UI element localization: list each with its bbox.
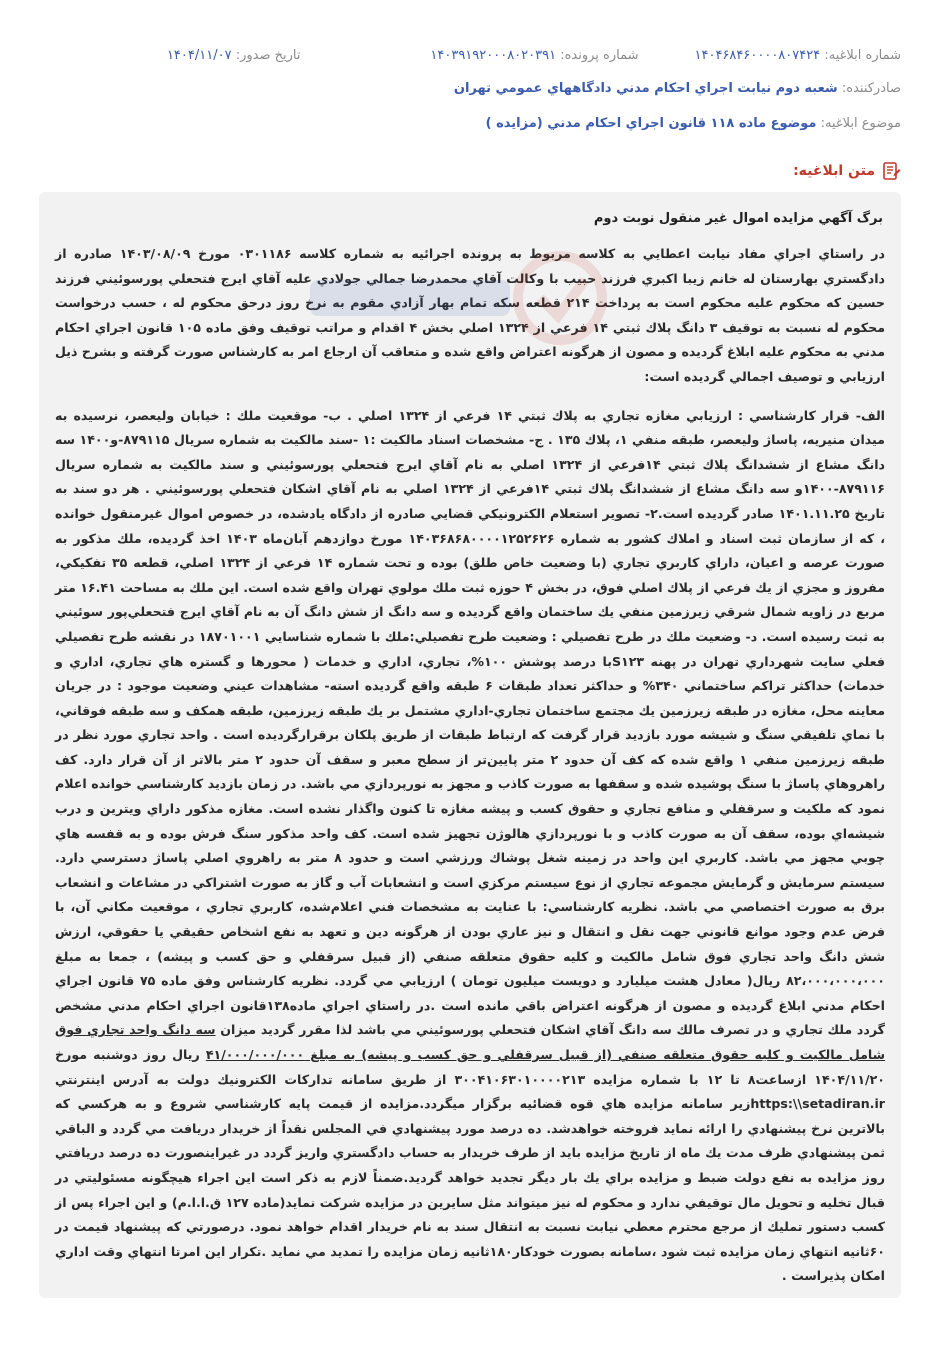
subject-label: موضوع ابلاغیه: [820,116,901,131]
ad-paragraph-intro: در راستاي اجراي مفاد نيابت اعطايي به كلاسه مربوط به پرونده اجرائيه به شماره كلاسه ۰۳۰۱۱۸۶ مورخ ۱۴۰۳/۰۸/۰۹ صادره از دادگستري بهارستان له خانم زيبا اكبري فرزند حبيب با وكالت آقاي محمدرضا جمالي جولادي عليه آقاي ايرج فتحعلي پورسوئيني فرزند حسين كه محكوم عليه محكوم است به پرداخت ۲۱۴ قطعه سكه تمام بهار آزادي مقوم به نرخ روز درحق محكوم له ، حسب درخواست محكوم له نسبت به توقيف ۳ دانگ پلاك ثبتي ۱۴ فرعي از ۱۳۲۴ اصلي بخش ۴ اقدام و مراتب توقيف وفق ماده ۱۰۵ قانون اجراي احكام مدني به محكوم عليه ابلاغ گرديده و مصون از هرگونه اعتراض واقع شده و متعاقب آن ارجاع امر به كارشناس صورت گرفته و بشرح ذيل ارزيابي و توصيف اجمالي گرديده است: [55,246,885,384]
notice-text-heading-label: متن ابلاغیه: [793,163,875,179]
ad-paragraph-details-underlined: سه دانگ واحد تجاري فوق شامل مالكيت و كليه حقوق متعلقه صنفي (از قبيل سرقفلي و حق كسب و پيشه) به مبلغ ۴۱/۰۰۰/۰۰۰/۰۰۰ [55,1022,885,1062]
notice-number-value: ۱۴۰۴۶۸۴۶۰۰۰۰۸۰۷۴۲۴ [694,48,821,63]
ad-paragraph-details-tail: ريال روز دوشنبه مورخ ۱۴۰۴/۱۱/۲۰ ازساعت۸ تا ۱۲ با شماره مزايده ۳۰۰۴۱۰۶۳۰۱۰۰۰۰۲۱۳ از طريق سامانه تداركات الكترونيك دولت به آدرس اينترنتي https:\\setadiran.irزير سامانه مزايده هاي قوه قضائيه برگزار ميگردد.مزايده از قيمت پايه كارشناسي شروع و به هركسي كه بالاترين نرخ پيشنهادي را ارائه نمايد فروخته خواهدشد. ده درصد مورد پيشنهادي في المجلس نقداً از خريدار دريافت مي گردد و الباقي ثمن پيشنهادي ظرف مدت يك ماه از تاريخ مزايده بايد از طرف خريدار به حساب دادگستري واريز گردد در غيراينصورت ده درصد دريافتي روز مزايده به نفع دولت ضبط و مزايده براي يك بار ديگر تجديد خواهد گرديد.ضمناً لازم به ذكر است اين اجراء هيچگونه مسئوليتي در قبال تخليه و تحويل مال توقيفي ندارد و محكوم له نيز ميتواند مثل سايرين در مزايده شركت نمايد(ماده ۱۲۷ ق.ا.ا.م) و اين اجراء پس از كسب دستور تمليك از مرجع محترم معطي نيابت نسبت به انتقال سند به نام خريدار اقدام خواهد نمود. درصورتي كه پيشنهاد قيمت در ۶۰ثانيه انتهاي زمان مزايده ثبت شود ،سامانه بصورت خودكار۱۸۰ثانيه زمان مزايده را تمديد مي نمايد .تكرار اين امرتا انتهاي وقت اداري امكان پذيراست . [55,1047,885,1284]
notice-meta-row [38,47,901,65]
ad-title: برگ آگهي مزايده اموال غير منقول نوبت دوم [593,211,883,226]
issue-date-value: ۱۴۰۴/۱۱/۰۷ [166,48,232,63]
notice-text-heading [793,161,901,181]
subject-row [38,115,901,133]
case-number [301,47,639,65]
notice-number-label: شماره ابلاغیه: [824,48,901,63]
issue-date [63,47,301,65]
issuer-value: شعبه دوم نيابت اجراي احكام مدني دادگاههاي عمومي تهران [453,81,838,96]
ad-paragraph-details-main: الف- قرار كارشناسي : ارزيابي مغازه تجاري به پلاك ثبتي ۱۴ فرعي از ۱۳۲۴ اصلي . ب- موقعيت ملك : خيابان وليعصر، نرسيده به ميدان منيريه، پاساژ وليعصر، طبقه منفي ۱، پلاك ۱۳۵ . ج- مشخصات اسناد مالكيت :۱ -سند مالكيت به شماره سريال ۸۷۹۱۱۵-و۱۴۰۰ سه دانگ مشاع از ششدانگ پلاك ثبتي ۱۴فرعي از ۱۳۲۴ اصلي به نام آقاي ايرج فتحعلي پورسوئيني و سند مالكيت به شماره سريال ۸۷۹۱۱۶-۱۴۰۰و سه دانگ مشاع از ششدانگ پلاك ثبتي ۱۴فرعي از ۱۳۲۴ اصلي به نام آقاي اشكان فتحعلي پورسوئيني . هر دو سند به تاريخ ۱۴۰۱.۱۱.۲۵ صادر گرديده است.۲- تصوير استعلام الكترونيكي قضايي صادره از دادگاه يادشده، در خصوص اموال غيرمنقول خوانده ، كه از سازمان ثبت اسناد و املاك كشور به شماره ۱۴۰۳۶۸۶۸۰۰۰۰۱۲۵۲۶۲۶ مورخ دوازدهم آبان‌ماه ۱۴۰۳ اخذ گرديده، ملك مذكور به صورت عرصه و اعيان، داراي كاربري تجاري (با وضعيت خاص طلق) بوده و تحت شماره ۱۴ فرعي از ۱۳۲۴ اصلي، قطعه ۳۵ تفكيكي، مفروز و مجزي از يك فرعي از پلاك اصلي فوق، در بخش ۴ حوزه ثبت ملك مولوي تهران واقع شده است. اين ملك به مساحت ۱۶.۴۱ متر مربع در زاويه شمال شرقي زيرزمين منفي يك ساختمان واقع گرديده و سه دانگ از شش دانگ آن به نام آقاي ايرج فتحعلي‌پور سوئيني به ثبت رسيده است. د- وضعيت ملك در طرح تفصيلي : وضعيت طرح تفصيلي:ملك با شماره شناسايي ۱۸۷۰۱۰۰۱ در نقشه طرح تفصيلي فعلي سايت شهرداري تهران در پهنه S۱۲۳با درصد پوشش ۱۰۰%، تجاري، اداري و خدمات ( محورها و گستره هاي تجاري، اداري و خدمات) حداكثر تراكم ساختماني ۳۴۰% و حداكثر تعداد طبقات ۶ طبقه واقع گرديده استه- مشاهدات عيني وضعيت موجود : در جريان معاينه محل، مغازه در طبقه زيرزمين يك مجتمع ساختمان تجاري-اداري مشتمل بر يك طبقه زيرزمين، طبقه همكف و سه طبقه فوقاني، با نماي تلفيقي سنگ و شيشه مورد بازديد قرار گرفت كه ارتباط طبقات از طريق پلكان برقرارگرديده است . واحد تجاري مورد نظر در طبقه زيرزمين منفي ۱ واقع شده كه كف آن حدود ۲ متر پايين‌تر از سطح معبر و سقف آن حدود ۲ متر بالاتر از آن قرار دارد. كف راهروهاي پاساژ با سنگ پوشيده شده و سقفها به صورت كاذب و مجهز به نورپردازي مي باشد. در زمان بازديد كارشناسي خوانده اعلام نمود كه ملكيت و سرقفلي و منافع تجاري و حقوق كسب و پيشه مغازه تا كنون واگذار نشده است. مغازه مذكور داراي ويترين و درب شيشه‌اي بوده، سقف آن به صورت كاذب و با نورپردازي هالوژن تجهيز شده است. كف واحد مذكور سنگ فرش بوده و به قفسه هاي چوبي مجهز مي باشد. كاربري اين واحد در زمينه شغل پوشاك ورزشي است و حدود ۸ متر به راهروي اصلي پاساژ دسترسي دارد. سيستم سرمايش و گرمايش مجموعه تجاري از نوع سيستم مركزي است و انشعابات آب و گاز به صورت اشتراكي در مشاعات و انشعاب برق به صورت اختصاصي مي باشد. نظريه كارشناسي: با عنايت به مشخصات فني اعلام‌شده، كاربري تجاري ، موقعيت مكاني آن، با فرض عدم وجود موانع قانوني جهت نقل و انتقال و نيز عاري بودن از هرگونه دين و تعهد به نفع اشخاص حقيقي يا حقوقي، ارزش شش دانگ واحد تجاري فوق شامل مالكيت و كليه حقوق متعلقه صنفي (از قبيل سرقفلي و حق كسب و پيشه) ، جمعا به مبلغ ۸۲،۰۰۰،۰۰۰،۰۰۰ ريال( معادل هشت ميليارد و دويست ميليون تومان ) ارزيابي مي گردد. نظريه كارشناس وفق ماده ۷۵ قانون اجراي احكام مدني ابلاغ گرديده و مصون از هرگونه اعتراض باقي مانده است .در راستاي اجراي ماده۱۳۸قانون اجراي احكام مدني مشخص گردد ملك تجاري و در تصرف مالك سه دانگ آقاي اشكان فتحعلي پورسوئيني مي باشد لذا مقرر گرديد ميزان [55,407,886,1038]
document-icon [881,161,901,181]
issue-date-label: تاریخ صدور: [235,48,301,63]
issuer-row [38,80,901,98]
issuer-label: صادرکننده: [841,81,901,96]
ad-paragraph-details [55,404,885,1289]
notice-number [695,47,901,65]
notice-text-box [39,192,901,1298]
case-number-label: شماره پرونده: [560,48,639,63]
case-number-value: ۱۴۰۳۹۱۹۲۰۰۰۸۰۲۰۳۹۱ [430,48,557,63]
subject-value: موضوع ماده ۱۱۸ قانون اجراي احكام مدني (مزايده ) [485,116,817,131]
